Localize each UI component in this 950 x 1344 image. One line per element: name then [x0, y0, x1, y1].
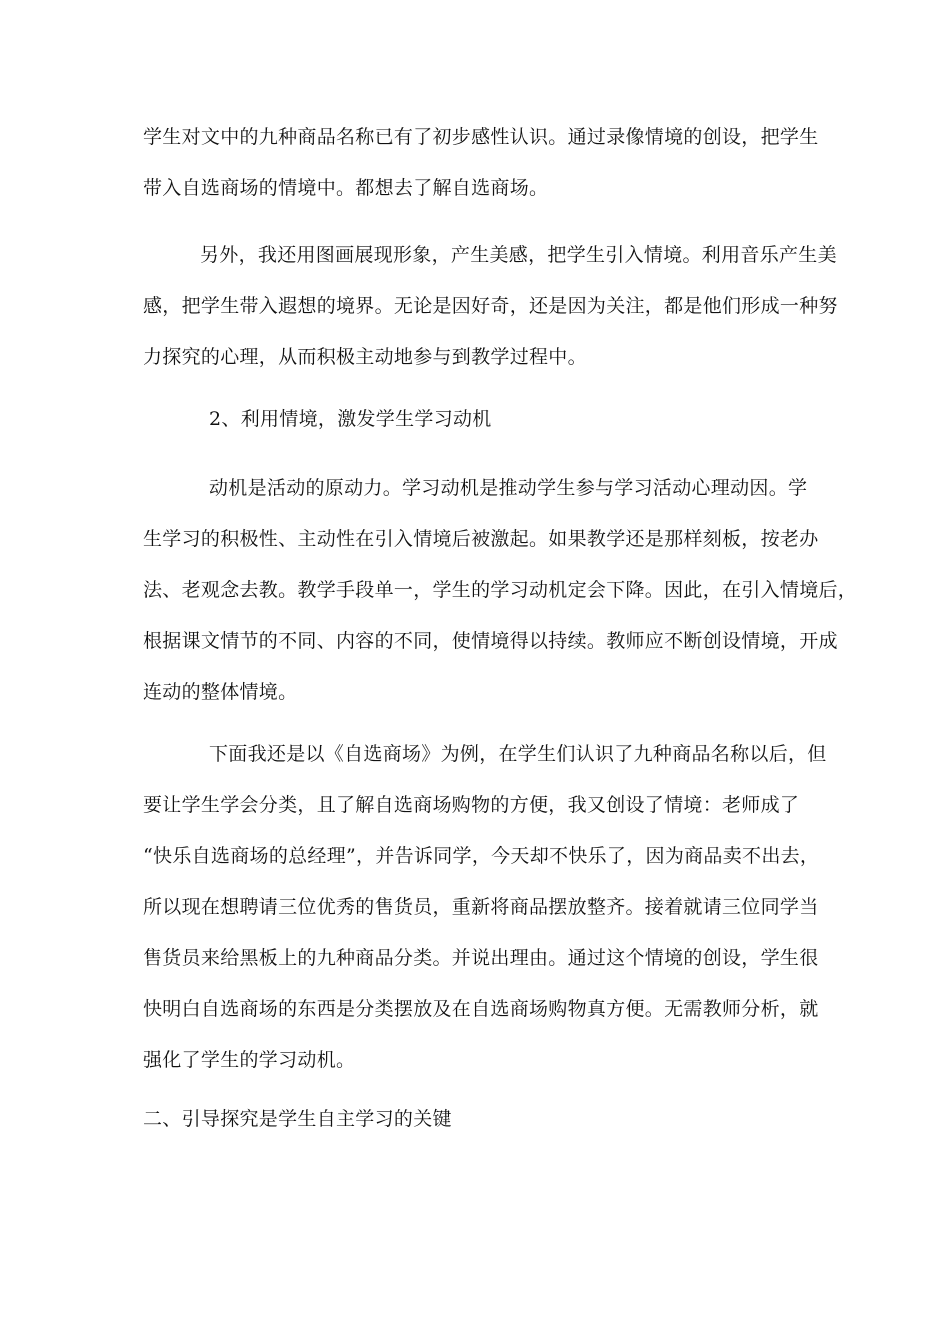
paragraph-motivation: [143, 463, 858, 718]
text-line: 所以现在想聘请三位优秀的售货员，重新将商品摆放整齐。接着就请三位同学当: [143, 896, 819, 918]
text-line: 二、引导探究是学生自主学习的关键: [143, 1108, 452, 1130]
text-line: 下面我还是以《自选商场》为例，在学生们认识了九种商品名称以后，但: [209, 743, 827, 765]
text-line: 力探究的心理，从而积极主动地参与到教学过程中。: [143, 346, 587, 368]
text-line: 动机是活动的原动力。学习动机是推动学生参与学习活动心理动因。学: [209, 477, 808, 499]
paragraph-supermarket-example: [143, 729, 827, 1086]
text-line: 法、老观念去教。教学手段单一，学生的学习动机定会下降。因此，在引入情境后，: [143, 579, 858, 601]
text-line: 快明白自选商场的东西是分类摆放及在自选商场购物真方便。无需教师分析，就: [143, 998, 819, 1020]
paragraph-pictures-music: [143, 230, 838, 383]
text-line: 连动的整体情境。: [143, 681, 298, 703]
text-line: 生学习的积极性、主动性在引入情境后被激起。如果教学还是那样刻板，按老办: [143, 528, 819, 550]
paragraph-video-situation: [143, 112, 819, 214]
text-line: “快乐自选商场的总经理”，并告诉同学，今天却不快乐了，因为商品卖不出去，: [143, 845, 820, 867]
text-line: 另外，我还用图画展现形象，产生美感，把学生引入情境。利用音乐产生美: [200, 244, 837, 266]
text-line: 带入自选商场的情境中。都想去了解自选商场。: [143, 177, 549, 199]
text-line: 要让学生学会分类，且了解自选商场购物的方便，我又创设了情境：老师成了: [143, 794, 800, 816]
text-line: 根据课文情节的不同、内容的不同，使情境得以持续。教师应不断创设情境，开成: [143, 630, 838, 652]
text-line: 2、利用情境，激发学生学习动机: [209, 408, 492, 430]
text-line: 售货员来给黑板上的九种商品分类。并说出理由。通过这个情境的创设，学生很: [143, 947, 819, 969]
section-heading-two: [143, 1094, 808, 1145]
text-line: 强化了学生的学习动机。: [143, 1049, 356, 1071]
section-heading-2: [143, 394, 808, 445]
text-line: 学生对文中的九种商品名称已有了初步感性认识。通过录像情境的创设，把学生: [143, 126, 819, 148]
text-line: 感，把学生带入遐想的境界。无论是因好奇，还是因为关注，都是他们形成一种努: [143, 295, 838, 317]
